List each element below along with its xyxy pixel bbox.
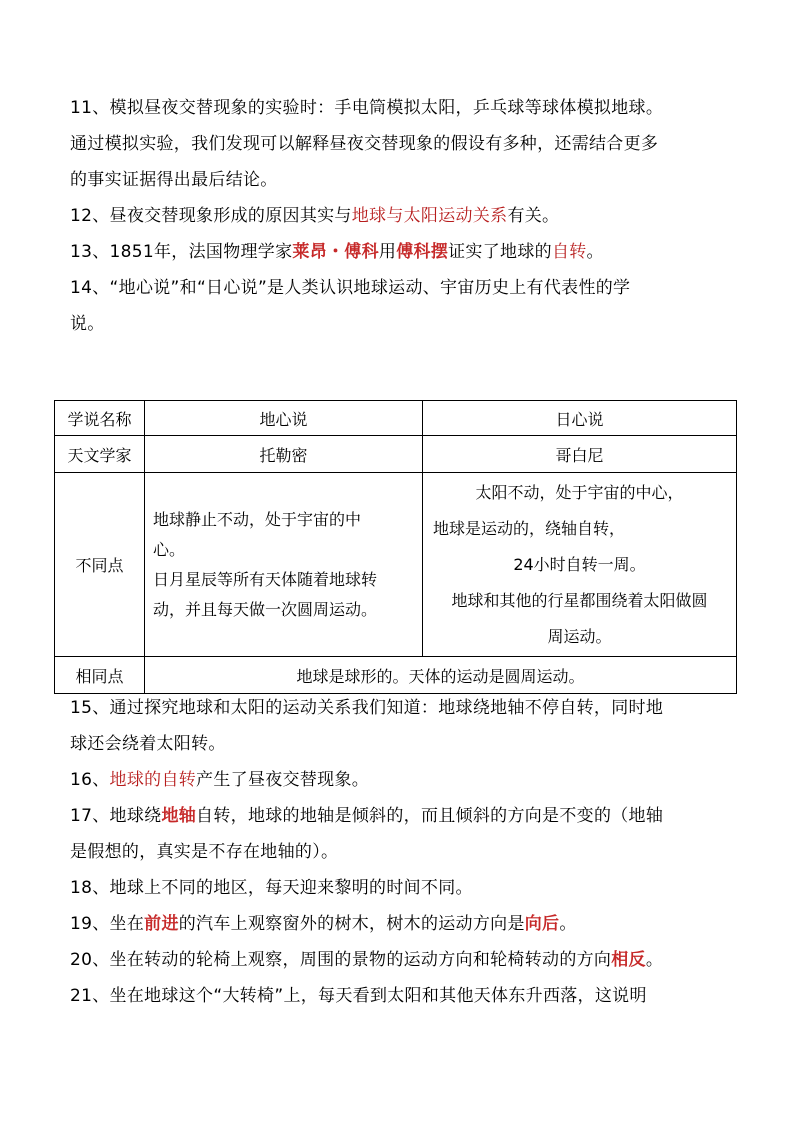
helio-diff-line-5: 周运动。	[547, 626, 612, 646]
item-12	[70, 198, 730, 234]
helio-diff-line-4: 地球和其他的行星都围绕着太阳做圆	[451, 590, 708, 610]
item-17-highlight: 地轴	[161, 806, 197, 826]
item-18	[70, 870, 730, 906]
item-13-highlight-scientist: 莱昂・傅科	[292, 242, 379, 262]
item-19-text: 19、坐在	[70, 914, 145, 934]
item-20-text-end: 。	[645, 950, 664, 970]
item-14-line-2: 说。	[70, 314, 105, 334]
cell-geocentric-differences	[145, 473, 423, 657]
item-20-highlight: 相反	[611, 950, 646, 970]
item-13-text: 13、1851年，法国物理学家	[70, 242, 293, 262]
item-11	[70, 90, 730, 198]
item-17-text: 17、地球绕	[70, 806, 162, 826]
cell-theory-name-label: 学说名称	[55, 401, 145, 436]
item-12-highlight: 地球与太阳运动关系	[351, 206, 508, 226]
item-13	[70, 234, 730, 270]
cell-astronomer-label: 天文学家	[55, 436, 145, 473]
item-19-highlight-forward: 前进	[144, 914, 179, 934]
geo-diff-line-2: 心。	[153, 539, 186, 559]
geo-diff-line-4: 动，并且每天做一次圆周运动。	[153, 599, 378, 619]
item-13-text-end: 。	[586, 242, 604, 262]
item-15-line-1: 15、通过探究地球和太阳的运动关系我们知道：地球绕地轴不停自转，同时地	[70, 698, 664, 718]
cell-similarities-label: 相同点	[55, 657, 145, 694]
cell-differences-label: 不同点	[55, 473, 145, 657]
geo-diff-line-1: 地球静止不动，处于宇宙的中	[153, 509, 362, 529]
table-row-header	[55, 401, 737, 436]
table-row-differences	[55, 473, 737, 657]
item-14-line-1: 14、“地心说”和“日心说”是人类认识地球运动、宇宙历史上有代表性的学	[70, 278, 631, 298]
item-20-text: 20、坐在转动的轮椅上观察，周围的景物的运动方向和轮椅转动的方向	[70, 950, 612, 970]
table-row-astronomer	[55, 436, 737, 473]
table-row-similarities	[55, 657, 737, 694]
item-13-highlight-rotation: 自转	[551, 242, 587, 262]
cell-heliocentric-differences	[423, 473, 737, 657]
cell-geocentric-astronomer: 托勒密	[145, 436, 423, 473]
item-21	[70, 978, 730, 1014]
cell-geocentric-title: 地心说	[145, 401, 423, 436]
item-19-highlight-backward: 向后	[524, 914, 560, 934]
item-19	[70, 906, 730, 942]
item-15	[70, 690, 730, 762]
item-16	[70, 762, 730, 798]
item-14	[70, 270, 730, 342]
item-16-text: 产生了昼夜交替现象。	[196, 770, 370, 790]
item-17	[70, 798, 730, 870]
helio-diff-line-3: 24小时自转一周。	[513, 554, 646, 574]
helio-diff-line-1: 太阳不动，处于宇宙的中心，	[475, 482, 684, 502]
item-11-line-2: 通过模拟实验，我们发现可以解释昼夜交替现象的假设有多种，还需结合更多	[70, 134, 659, 154]
item-17-line-2: 是假想的，真实是不存在地轴的）。	[70, 842, 339, 862]
item-11-line-3: 的事实证据得出最后结论。	[70, 170, 278, 190]
item-19-text-mid: 的汽车上观察窗外的树木，树木的运动方向是	[178, 914, 525, 934]
helio-diff-line-2: 地球是运动的，绕轴自转，	[433, 518, 626, 538]
item-15-line-2: 球还会绕着太阳转。	[70, 734, 226, 754]
item-16-number: 16、	[70, 770, 110, 790]
item-13-text-mid1: 用	[378, 242, 397, 262]
item-21-text: 21、坐在地球这个“大转椅”上，每天看到太阳和其他天体东升西落，这说明	[70, 986, 647, 1006]
item-17-text-cont: 自转，地球的地轴是倾斜的，而且倾斜的方向是不变的（地轴	[196, 806, 664, 826]
item-12-text-end: 有关。	[507, 206, 560, 226]
item-20	[70, 942, 730, 978]
item-18-text: 18、地球上不同的地区，每天迎来黎明的时间不同。	[70, 878, 473, 898]
cell-heliocentric-astronomer: 哥白尼	[423, 436, 737, 473]
item-16-highlight: 地球的自转	[109, 770, 197, 790]
item-13-highlight-pendulum: 傅科摆	[396, 242, 449, 262]
item-13-text-mid2: 证实了地球的	[448, 242, 552, 262]
cell-similarities-text: 地球是球形的。天体的运动是圆周运动。	[145, 657, 737, 694]
item-12-text: 12、昼夜交替现象形成的原因其实与	[70, 206, 352, 226]
item-19-text-end: 。	[559, 914, 577, 934]
geo-diff-line-3: 日月星辰等所有天体随着地球转	[153, 569, 378, 589]
item-11-line-1: 11、模拟昼夜交替现象的实验时：手电筒模拟太阳，乒乓球等球体模拟地球。	[70, 98, 664, 118]
comparison-table	[54, 400, 737, 694]
cell-heliocentric-title: 日心说	[423, 401, 737, 436]
